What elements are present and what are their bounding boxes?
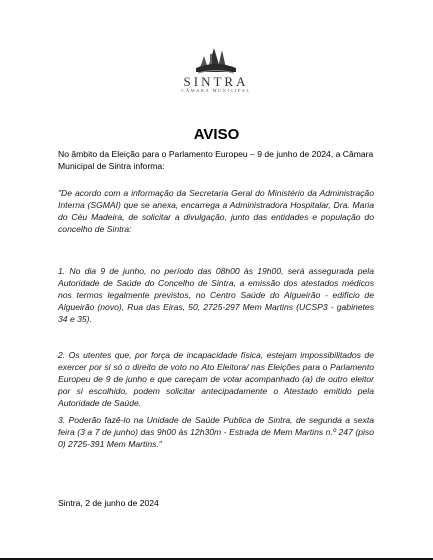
logo-name: SINTRA (183, 74, 249, 89)
signoff-date: Sintra, 2 de junho de 2024 (58, 498, 159, 508)
sintra-emblem-icon (194, 46, 238, 76)
sintra-logo (180, 46, 252, 104)
quote-paragraph-3: 2. Os utentes que, por força de incapacidade física, estejam impossibilitados de exercer por si só o direito de voto no Ato Eleitora/ nas Eleições para o Parlamento Europeu de 9 de junho e que careçam de votar acompanhado (a) de outro eleitor por si escolhido, podem solicitar antecipadamente o Atestado emitido pela Autoridade de Saúde. (58, 350, 374, 409)
logo-subtitle: CÂMARA MUNICIPAL (181, 88, 251, 93)
quote-paragraph-2: 1. No dia 9 de junho, no período das 08h00 às 19h00, será assegurada pela Autoridade de Saúde do Concelho de Sintra, a emissão dos atestados médicos nos termos legalmente previstos, no Centro Saúde do Algueirão - edifício de Algueirão (novo), Rua das Eiras, 50, 2725-297 Mem Martins (UCSP3 - gabinetes 34 e 35). (58, 266, 374, 325)
quote-paragraph-4: 3. Poderão fazê-lo na Unidade de Saúde Publica de Sintra, de segunda a sexta feira (3 a 7 de junho) das 9h00 às 12h30m - Estrada de Mem Martins n.º 247 (piso 0) 2725-391 Mem Martins." (58, 415, 374, 450)
quote-paragraph-1: "De acordo com a informação da Secretaria Geral do Ministério da Administração Interna (SGMAI) que se anexa, encarrega a Administradora Hospitalar, Dra. Maria do Céu Madeira, de solicitar a divulgação, junto das entidades e população do concelho de Sintra: (58, 188, 374, 235)
page-title: AVISO (193, 126, 240, 143)
intro-paragraph: No âmbito da Eleição para o Parlamento Europeu – 9 de junho de 2024, a Câmara Municipal de Sintra informa: (58, 149, 374, 172)
